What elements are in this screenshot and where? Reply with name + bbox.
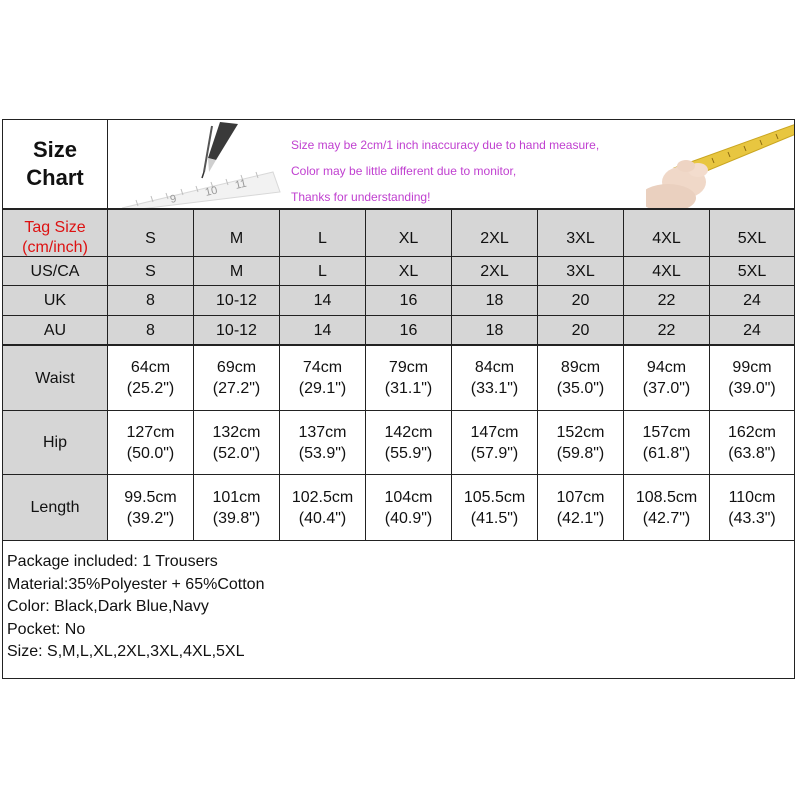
ruler-number: 11	[233, 177, 248, 192]
size-cell: 4XL	[623, 209, 710, 267]
size-cell: 10-12	[193, 315, 280, 345]
size-cell: M	[193, 209, 280, 267]
size-cell: S	[107, 256, 194, 286]
size-chart-title: Size Chart	[2, 119, 108, 209]
measurement-cell: 69cm (27.2")	[193, 345, 280, 411]
measurement-cell: 152cm (59.8")	[537, 410, 624, 475]
measurement-cell: 162cm (63.8")	[709, 410, 795, 475]
size-cell: 2XL	[451, 209, 538, 267]
measurement-cell: 157cm (61.8")	[623, 410, 710, 475]
size-cell: 24	[709, 285, 795, 316]
size-cell: 5XL	[709, 209, 795, 267]
row-label-au: AU	[2, 315, 108, 345]
size-cell: 14	[279, 285, 366, 316]
info-color: Color: Black,Dark Blue,Navy	[7, 598, 209, 615]
size-cell: 2XL	[451, 256, 538, 286]
size-cell: M	[193, 256, 280, 286]
size-cell: 20	[537, 315, 624, 345]
size-cell: 20	[537, 285, 624, 316]
size-cell: 3XL	[537, 256, 624, 286]
measurement-cell: 107cm (42.1")	[537, 474, 624, 541]
size-cell: 22	[623, 315, 710, 345]
measurement-cell: 137cm (53.9")	[279, 410, 366, 475]
size-cell: 16	[365, 315, 452, 345]
measurement-cell: 108.5cm (42.7")	[623, 474, 710, 541]
size-cell: 14	[279, 315, 366, 345]
size-cell: L	[279, 209, 366, 267]
measurement-cell: 147cm (57.9")	[451, 410, 538, 475]
measurement-cell: 142cm (55.9")	[365, 410, 452, 475]
size-cell: XL	[365, 209, 452, 267]
row-label-length: Length	[2, 474, 108, 541]
ruler-number: 10	[203, 184, 219, 199]
product-info	[2, 540, 795, 679]
measurement-cell: 110cm (43.3")	[709, 474, 795, 541]
row-label-tag-size: Tag Size (cm/inch)	[2, 209, 108, 267]
info-material: Material:35%Polyester + 65%Cotton	[7, 575, 265, 593]
size-cell: S	[107, 209, 194, 267]
row-label-hip: Hip	[2, 410, 108, 475]
measurement-cell: 84cm (33.1")	[451, 345, 538, 411]
measurement-cell: 102.5cm (40.4")	[279, 474, 366, 541]
size-cell: 24	[709, 315, 795, 345]
measurement-cell: 74cm (29.1")	[279, 345, 366, 411]
measurement-cell: 89cm (35.0")	[537, 345, 624, 411]
measurement-cell: 99.5cm (39.2")	[107, 474, 194, 541]
measurement-cell: 99cm (39.0")	[709, 345, 795, 411]
measurement-cell: 79cm (31.1")	[365, 345, 452, 411]
size-cell: 10-12	[193, 285, 280, 316]
measurement-cell: 127cm (50.0")	[107, 410, 194, 475]
info-package: Package included: 1 Trousers	[7, 553, 218, 570]
size-cell: 18	[451, 285, 538, 316]
size-cell: 3XL	[537, 209, 624, 267]
size-cell: 18	[451, 315, 538, 345]
measurement-cell: 94cm (37.0")	[623, 345, 710, 411]
size-cell: 22	[623, 285, 710, 316]
size-cell: 8	[107, 285, 194, 316]
info-sizes: Size: S,M,L,XL,2XL,3XL,4XL,5XL	[7, 643, 245, 660]
measurement-cell: 104cm (40.9")	[365, 474, 452, 541]
ruler-pencil-icon	[108, 120, 283, 209]
size-cell: L	[279, 256, 366, 286]
size-cell: 16	[365, 285, 452, 316]
measurement-notes: Size may be 2cm/1 inch inaccuracy due to hand measure, Color may be little different due to monitor, Thanks for understanding!	[291, 138, 600, 204]
row-label-uk: UK	[2, 285, 108, 316]
size-cell: 4XL	[623, 256, 710, 286]
size-cell: 8	[107, 315, 194, 345]
measurement-cell: 64cm (25.2")	[107, 345, 194, 411]
measurement-banner	[107, 119, 795, 209]
measurement-cell: 101cm (39.8")	[193, 474, 280, 541]
measurement-cell: 132cm (52.0")	[193, 410, 280, 475]
measuring-tape-hand-icon	[646, 120, 795, 209]
size-chart	[2, 119, 795, 679]
info-pocket: Pocket: No	[7, 620, 86, 638]
ruler-number: 9	[168, 192, 178, 206]
size-cell: XL	[365, 256, 452, 286]
row-label-waist: Waist	[2, 345, 108, 411]
measurement-cell: 105.5cm (41.5")	[451, 474, 538, 541]
row-label-us-ca: US/CA	[2, 256, 108, 286]
size-cell: 5XL	[709, 256, 795, 286]
